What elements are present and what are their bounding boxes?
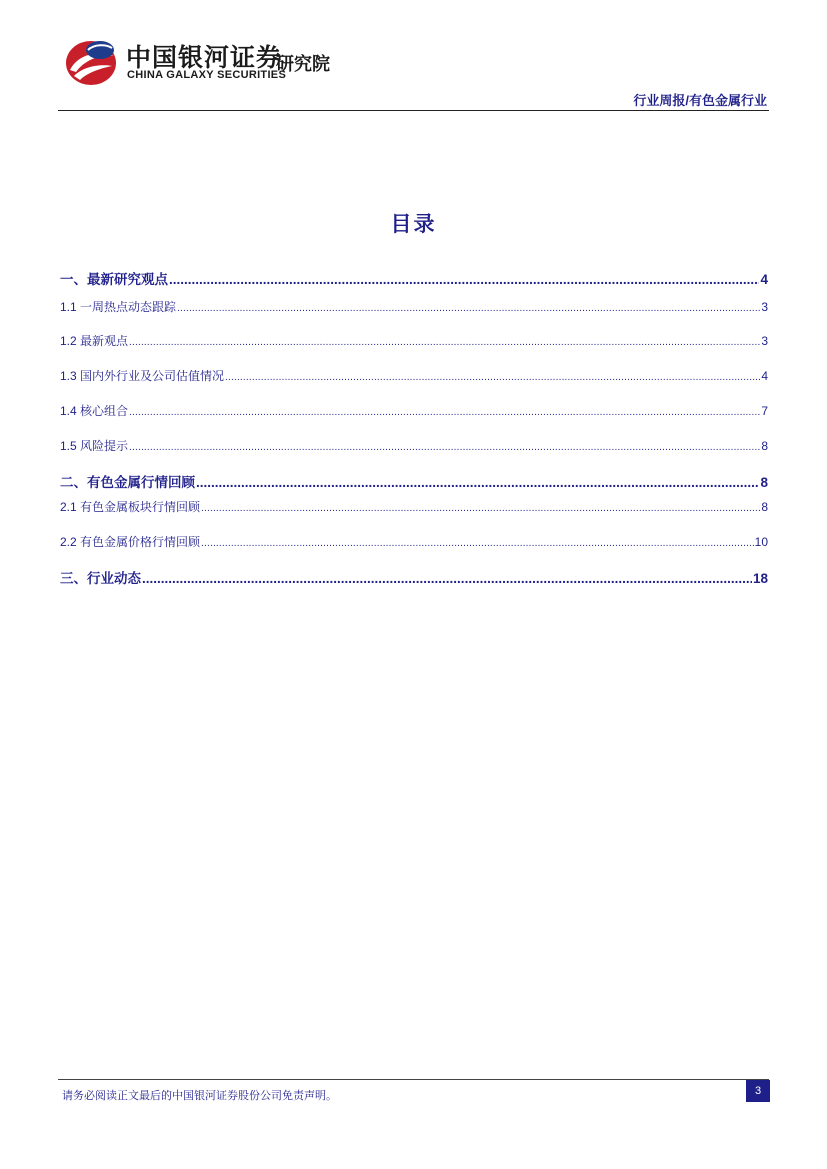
- galaxy-logo-icon: [64, 36, 118, 88]
- toc-entry-page: 8: [760, 475, 768, 490]
- toc-leader: [129, 442, 760, 453]
- toc-entry-page: 7: [761, 404, 768, 418]
- toc-entry[interactable]: [60, 268, 768, 288]
- toc-entry-text: 1.3 国内外行业及公司估值情况: [60, 369, 225, 383]
- toc-entry[interactable]: [60, 437, 768, 454]
- toc-entry[interactable]: [60, 298, 768, 315]
- toc-entry-page: 8: [761, 500, 768, 514]
- brand-logo: [64, 36, 354, 90]
- brand-name-cn: 中国银河证券: [126, 44, 283, 72]
- toc-entry-page: 3: [761, 300, 768, 314]
- toc-entry-page: 3: [761, 334, 768, 348]
- toc-entry[interactable]: [60, 533, 768, 550]
- brand-name-en: CHINA GALAXY SECURITIES: [127, 69, 287, 81]
- toc-entry-page: 4: [760, 272, 768, 287]
- toc-entry[interactable]: [60, 567, 768, 587]
- toc-leader: [201, 538, 754, 549]
- toc-entry-text: 1.4 核心组合: [60, 404, 129, 418]
- toc-entry-page: 4: [761, 369, 768, 383]
- toc-leader: [177, 303, 760, 314]
- toc-entry-text: 二、有色金属行情回顾: [60, 475, 195, 490]
- toc-entry-text: 2.2 有色金属价格行情回顾: [60, 535, 201, 549]
- header-divider: [58, 110, 769, 111]
- footer-divider: [58, 1079, 769, 1080]
- toc-entry-page: 10: [754, 535, 768, 549]
- brand-institute: 研究院: [276, 54, 330, 74]
- toc-entry[interactable]: [60, 402, 768, 419]
- toc-entry[interactable]: [60, 471, 768, 491]
- toc-title: 目录: [390, 213, 437, 236]
- toc-leader: [142, 571, 752, 586]
- toc-entry-text: 三、行业动态: [60, 571, 141, 586]
- toc-entry[interactable]: [60, 498, 768, 515]
- toc-entry-text: 2.1 有色金属板块行情回顾: [60, 500, 201, 514]
- toc-entry-text: 一、最新研究观点: [60, 272, 168, 287]
- toc-entry-text: 1.5 风险提示: [60, 439, 129, 453]
- toc-entry[interactable]: [60, 367, 768, 384]
- toc-entry-page: 18: [752, 571, 768, 586]
- page-number: 3: [746, 1080, 770, 1102]
- toc-entry[interactable]: [60, 332, 768, 349]
- toc-entry-text: 1.1 一周热点动态跟踪: [60, 300, 177, 314]
- toc-leader: [225, 372, 760, 383]
- toc-leader: [201, 503, 760, 514]
- toc-leader: [129, 407, 760, 418]
- footer-disclaimer: 请务必阅读正文最后的中国银河证券股份公司免责声明。: [62, 1090, 337, 1102]
- toc-entry-text: 1.2 最新观点: [60, 334, 129, 348]
- report-type: 行业周报/有色金属行业: [633, 93, 767, 108]
- toc-leader: [129, 337, 760, 348]
- toc-leader: [169, 272, 759, 287]
- toc-leader: [196, 475, 759, 490]
- toc-entry-page: 8: [761, 439, 768, 453]
